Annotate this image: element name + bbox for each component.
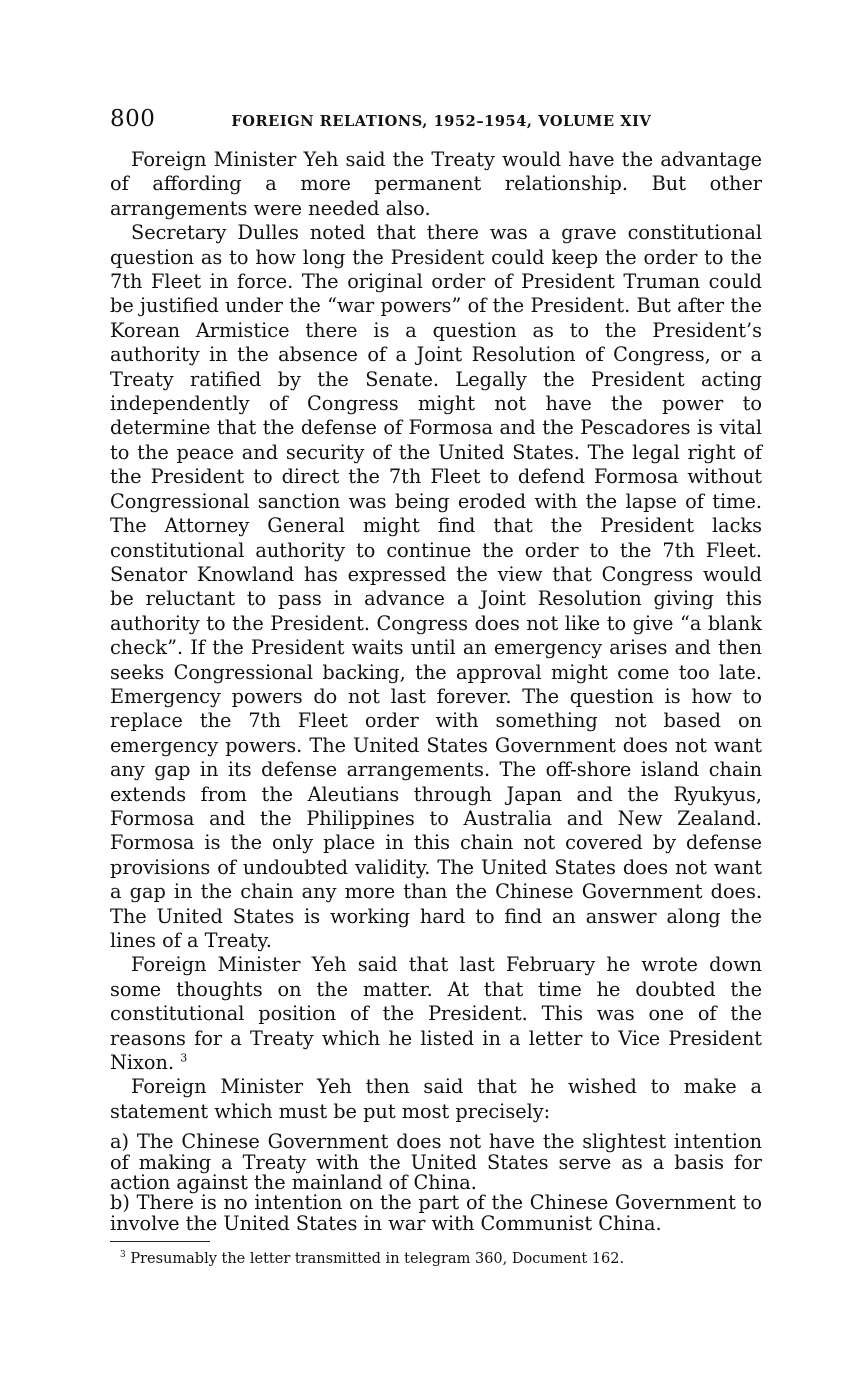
document-page [110,106,762,1234]
paragraph-text: Foreign Minister Yeh then said that he wished to make a statement which must be put most precisely: [110,1075,762,1123]
paragraph [110,221,762,953]
paragraph-text: Foreign Minister Yeh said that last February he wrote down some thoughts on the matter. At that time he doubted the constitutional position of the President. This was one of the reasons for a Treaty which he listed in a letter to Vice President Nixon. [110,953,762,1075]
footnote-text: Presumably the letter transmitted in telegram 360, Document 162. [130,1251,625,1267]
body-text [110,148,762,1124]
quoted-item: b) There is no intention on the part of the Chinese Government to involve the United States in war with Communist China. [110,1191,762,1235]
page-number: 800 [110,106,156,132]
paragraph [110,148,762,221]
quoted-item: a) The Chinese Government does not have the slightest intention of making a Treaty with the United States serve as a basis for action against the mainland of China. [110,1130,762,1195]
footnote-reference[interactable]: 3 [180,1051,188,1065]
running-head: FOREIGN RELATIONS, 1952–1954, VOLUME XIV [231,113,652,130]
page-header [110,106,762,148]
paragraph-text: Secretary Dulles noted that there was a grave constitutional question as to how long the President could keep the order to the 7th Fleet in force. The original order of President Truman could be justified under the “war powers” of the President. But after the Korean Armistice there is a question as to the President’s authority in the absence of a Joint Resolution of Congress, or a Treaty ratified by the Senate. Legally the President acting independently of Congress might not have the power to determine that the defense of Formosa and the Pescadores is vital to the peace and security of the United States. The legal right of the President to direct the 7th Fleet to defend Formosa without Congressional sanction was being eroded with the lapse of time. The Attorney General might find that the President lacks constitutional authority to continue the order to the 7th Fleet. Senator Knowland has expressed the view that Congress would be reluctant to pass in advance a Joint Resolution giving this authority to the President. Congress does not like to give “a blank check”. If the President waits until an emergency arises and then seeks Congressional backing, the approval might come too late. Emergency powers do not last forever. The question is how to replace the 7th Fleet order with something not based on emergency powers. The United States Government does not want any gap in its defense arrangements. The off-shore island chain extends from the Aleutians through Japan and the Ryukyus, Formosa and the Philippines to Australia and New Zealand. Formosa is the only place in this chain not covered by defense provisions of undoubted validity. The United States does not want a gap in the chain any more than the Chinese Government does. The United States is working hard to find an answer along the lines of a Treaty. [110,221,762,952]
footnote [120,1250,624,1268]
footnote-divider [110,1241,210,1242]
paragraph [110,1075,762,1124]
quoted-statement [110,1132,762,1234]
paragraph-text: Foreign Minister Yeh said the Treaty would have the advantage of affording a more permanent relationship. But other arrangements were needed also. [110,148,762,220]
paragraph [110,953,762,1075]
footnote-marker: 3 [120,1250,126,1261]
